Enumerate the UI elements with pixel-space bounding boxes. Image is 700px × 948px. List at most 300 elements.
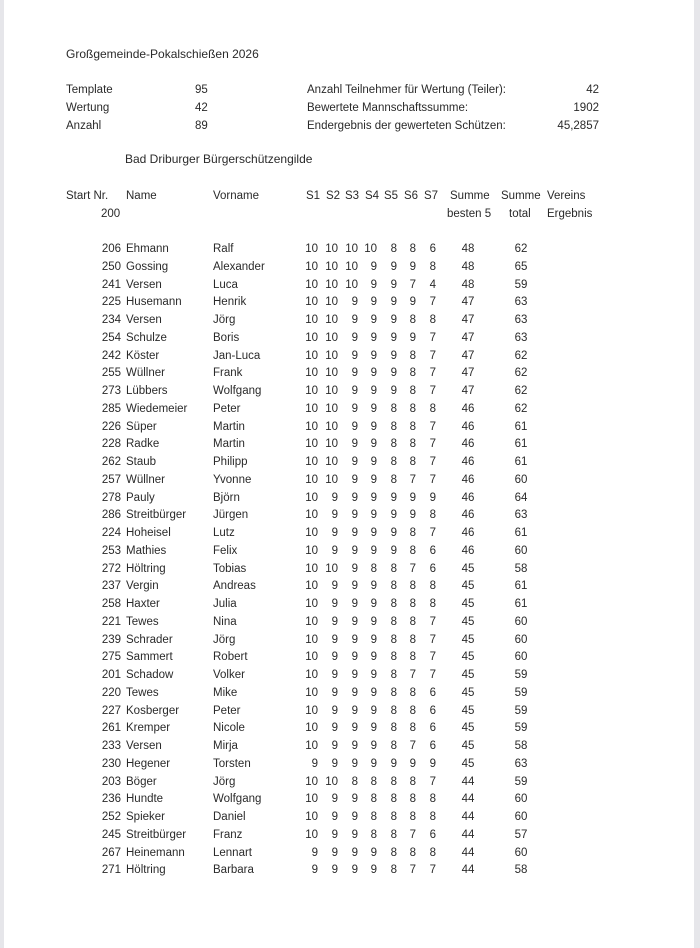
cell-s2: 9 xyxy=(331,527,338,539)
cell-s2: 10 xyxy=(325,385,338,397)
cell-s4: 9 xyxy=(370,740,377,752)
cell-name: Wüllner xyxy=(126,473,165,486)
cell-vorname: Jörg xyxy=(213,314,236,326)
cell-name: Kosberger xyxy=(126,704,180,717)
cell-s4: 9 xyxy=(370,598,377,610)
cell-summe-besten-5: 45 xyxy=(461,757,475,770)
cell-start-nr: 234 xyxy=(101,314,121,326)
club-name: Bad Driburger Bürgerschützengilde xyxy=(125,152,313,166)
cell-s6: 8 xyxy=(409,349,416,362)
cell-s5: 8 xyxy=(390,793,397,806)
cell-start-nr: 285 xyxy=(101,402,121,415)
cell-summe-total: 57 xyxy=(514,828,528,841)
cell-s6: 8 xyxy=(409,527,416,539)
table-row xyxy=(0,791,700,809)
cell-s3: 9 xyxy=(351,651,358,664)
cell-s6: 8 xyxy=(409,243,416,255)
cell-vorname: Franz xyxy=(213,828,243,841)
cell-name: Haxter xyxy=(126,598,160,610)
cell-s1: 10 xyxy=(305,793,318,806)
cell-s1: 10 xyxy=(305,473,318,486)
cell-s6: 8 xyxy=(409,775,416,788)
cell-s7: 6 xyxy=(429,704,436,717)
cell-vorname: Jörg xyxy=(213,633,236,646)
cell-summe-total: 64 xyxy=(514,491,528,504)
table-row xyxy=(0,543,700,561)
cell-s3: 9 xyxy=(351,740,358,752)
cell-s1: 10 xyxy=(305,420,318,433)
table-row xyxy=(0,685,700,703)
cell-s5: 9 xyxy=(390,296,397,309)
cell-vorname: Volker xyxy=(213,669,245,681)
cell-start-nr: 261 xyxy=(101,722,121,735)
cell-vorname: Mirja xyxy=(213,740,238,752)
cell-s1: 10 xyxy=(305,580,318,593)
cell-summe-total: 62 xyxy=(514,385,528,397)
cell-s5: 8 xyxy=(390,686,397,699)
cell-start-nr: 273 xyxy=(101,385,121,397)
cell-s3: 8 xyxy=(351,775,358,788)
cell-s7: 6 xyxy=(429,243,436,255)
table-row xyxy=(0,507,700,525)
cell-start-nr: 241 xyxy=(101,278,121,291)
cell-s7: 9 xyxy=(429,757,436,770)
cell-s3: 9 xyxy=(351,722,358,735)
cell-s5: 8 xyxy=(390,402,397,415)
header-s1: S1 xyxy=(306,190,321,202)
cell-s2: 9 xyxy=(331,704,338,717)
cell-s6: 8 xyxy=(409,402,416,415)
cell-summe-total: 59 xyxy=(514,722,528,735)
cell-start-nr: 239 xyxy=(101,633,121,646)
cell-summe-besten-5: 46 xyxy=(461,438,475,451)
cell-summe-besten-5: 48 xyxy=(461,278,475,291)
cell-summe-total: 59 xyxy=(514,775,528,788)
cell-s3: 9 xyxy=(351,473,358,486)
cell-vorname: Björn xyxy=(213,491,240,504)
cell-vorname: Daniel xyxy=(213,811,246,823)
cell-start-nr: 228 xyxy=(101,438,121,451)
header-start: Start Nr. xyxy=(66,190,109,202)
cell-summe-besten-5: 47 xyxy=(461,349,475,362)
table-row xyxy=(0,720,700,738)
cell-s6: 8 xyxy=(409,811,416,823)
cell-s3: 9 xyxy=(351,456,358,468)
cell-s5: 8 xyxy=(390,740,397,752)
cell-start-nr: 225 xyxy=(101,296,121,309)
cell-s7: 7 xyxy=(429,615,436,628)
cell-s7: 7 xyxy=(429,527,436,539)
cell-summe-total: 60 xyxy=(514,651,528,664)
cell-summe-total: 60 xyxy=(514,633,528,646)
cell-name: Schulze xyxy=(126,331,167,344)
table-row xyxy=(0,809,700,827)
cell-s2: 10 xyxy=(325,775,338,788)
cell-s1: 10 xyxy=(305,278,318,291)
cell-s6: 8 xyxy=(409,846,416,859)
cell-s6: 8 xyxy=(409,456,416,468)
cell-vorname: Mike xyxy=(213,686,238,699)
cell-s7: 8 xyxy=(429,509,436,522)
cell-s2: 10 xyxy=(325,562,338,575)
table-row xyxy=(0,277,700,295)
cell-name: Böger xyxy=(126,775,157,788)
table-row xyxy=(0,703,700,721)
header-name: Name xyxy=(126,190,157,202)
cell-s7: 6 xyxy=(429,740,436,752)
meta-wertung-label: Wertung xyxy=(66,102,110,114)
cell-s4: 9 xyxy=(370,438,377,451)
meta-anzahl-label: Anzahl xyxy=(66,120,102,132)
cell-s3: 9 xyxy=(351,846,358,859)
cell-s1: 10 xyxy=(305,296,318,309)
cell-s5: 9 xyxy=(390,278,397,291)
cell-summe-total: 59 xyxy=(514,704,528,717)
cell-s7: 8 xyxy=(429,793,436,806)
cell-start-nr: 252 xyxy=(101,811,121,823)
cell-s2: 10 xyxy=(325,243,338,255)
cell-start-nr: 221 xyxy=(101,615,121,628)
cell-s5: 8 xyxy=(390,811,397,823)
cell-s4: 9 xyxy=(370,260,377,273)
cell-summe-total: 63 xyxy=(514,331,528,344)
cell-s2: 10 xyxy=(325,314,338,326)
cell-s7: 8 xyxy=(429,846,436,859)
cell-start-nr: 224 xyxy=(101,527,121,539)
cell-summe-besten-5: 46 xyxy=(461,544,475,557)
cell-name: Höltring xyxy=(126,864,166,877)
cell-name: Radke xyxy=(126,438,160,451)
cell-s3: 9 xyxy=(351,562,358,575)
cell-s3: 9 xyxy=(351,296,358,309)
cell-s5: 9 xyxy=(390,314,397,326)
cell-s5: 8 xyxy=(390,828,397,841)
cell-vorname: Yvonne xyxy=(213,473,252,486)
cell-summe-total: 58 xyxy=(514,562,528,575)
cell-s4: 8 xyxy=(370,793,377,806)
cell-summe-besten-5: 45 xyxy=(461,633,475,646)
cell-start-nr: 230 xyxy=(101,757,121,770)
table-row xyxy=(0,490,700,508)
cell-summe-total: 63 xyxy=(514,509,528,522)
table-row xyxy=(0,614,700,632)
cell-summe-besten-5: 44 xyxy=(461,828,475,841)
cell-s4: 9 xyxy=(370,402,377,415)
cell-s2: 9 xyxy=(331,828,338,841)
cell-summe-besten-5: 45 xyxy=(461,686,475,699)
cell-s7: 8 xyxy=(429,598,436,610)
cell-name: Mathies xyxy=(126,544,167,557)
cell-s7: 7 xyxy=(429,651,436,664)
cell-summe-besten-5: 46 xyxy=(461,456,475,468)
cell-s4: 9 xyxy=(370,615,377,628)
cell-s2: 10 xyxy=(325,402,338,415)
cell-s6: 8 xyxy=(409,686,416,699)
cell-s3: 9 xyxy=(351,686,358,699)
cell-start-nr: 257 xyxy=(101,473,121,486)
table-row xyxy=(0,862,700,880)
meta-wertung-value: 42 xyxy=(195,102,208,114)
cell-s6: 7 xyxy=(409,864,416,877)
table-row xyxy=(0,632,700,650)
cell-summe-total: 62 xyxy=(514,243,528,255)
cell-s1: 10 xyxy=(305,260,318,273)
cell-summe-besten-5: 44 xyxy=(461,775,475,788)
cell-summe-besten-5: 45 xyxy=(461,740,475,752)
cell-s6: 9 xyxy=(409,331,416,344)
cell-vorname: Lennart xyxy=(213,846,253,859)
table-row xyxy=(0,419,700,437)
cell-s7: 7 xyxy=(429,331,436,344)
cell-summe-total: 61 xyxy=(514,438,528,451)
cell-s7: 6 xyxy=(429,828,436,841)
cell-summe-besten-5: 46 xyxy=(461,473,475,486)
cell-summe-total: 60 xyxy=(514,615,528,628)
cell-name: Vergin xyxy=(126,580,159,593)
cell-s6: 8 xyxy=(409,598,416,610)
cell-s3: 9 xyxy=(351,811,358,823)
table-row xyxy=(0,561,700,579)
cell-s5: 8 xyxy=(390,669,397,681)
cell-s1: 10 xyxy=(305,651,318,664)
cell-name: Schadow xyxy=(126,669,174,681)
cell-vorname: Ralf xyxy=(213,243,234,255)
cell-s6: 7 xyxy=(409,669,416,681)
cell-s2: 9 xyxy=(331,633,338,646)
cell-s3: 9 xyxy=(351,331,358,344)
cell-vorname: Martin xyxy=(213,438,245,451)
meta-endergebnis-value: 45,2857 xyxy=(557,120,599,132)
meta-teiler-label: Anzahl Teilnehmer für Wertung (Teiler): xyxy=(307,84,506,96)
header-vorname: Vorname xyxy=(213,190,260,202)
cell-start-nr: 233 xyxy=(101,740,121,752)
cell-s6: 8 xyxy=(409,722,416,735)
cell-name: Lübbers xyxy=(126,385,168,397)
cell-s4: 9 xyxy=(370,314,377,326)
cell-summe-besten-5: 45 xyxy=(461,722,475,735)
cell-s6: 8 xyxy=(409,544,416,557)
cell-summe-total: 61 xyxy=(514,420,528,433)
header-vereins-line2: Ergebnis xyxy=(547,208,593,220)
cell-name: Hundte xyxy=(126,793,164,806)
cell-summe-total: 58 xyxy=(514,864,528,877)
cell-s7: 6 xyxy=(429,562,436,575)
cell-s7: 8 xyxy=(429,811,436,823)
cell-summe-besten-5: 46 xyxy=(461,402,475,415)
cell-vorname: Philipp xyxy=(213,456,248,468)
cell-s2: 9 xyxy=(331,793,338,806)
cell-s1: 10 xyxy=(305,598,318,610)
cell-summe-total: 60 xyxy=(514,544,528,557)
table-row xyxy=(0,454,700,472)
cell-summe-besten-5: 45 xyxy=(461,598,475,610)
cell-s7: 7 xyxy=(429,385,436,397)
cell-summe-total: 60 xyxy=(514,473,528,486)
cell-start-nr: 272 xyxy=(101,562,121,575)
cell-s2: 9 xyxy=(331,615,338,628)
cell-s7: 9 xyxy=(429,491,436,504)
table-row xyxy=(0,472,700,490)
cell-s4: 9 xyxy=(370,296,377,309)
header-s5: S5 xyxy=(384,190,399,202)
cell-s2: 10 xyxy=(325,296,338,309)
cell-vorname: Frank xyxy=(213,367,243,380)
cell-s7: 7 xyxy=(429,296,436,309)
table-row xyxy=(0,578,700,596)
meta-mannschaftssumme-label: Bewertete Mannschaftssumme: xyxy=(307,102,469,114)
table-row xyxy=(0,827,700,845)
cell-s1: 10 xyxy=(305,740,318,752)
meta-endergebnis-label: Endergebnis der gewerteten Schützen: xyxy=(307,120,506,132)
cell-summe-besten-5: 48 xyxy=(461,260,475,273)
cell-name: Süper xyxy=(126,420,157,433)
cell-start-nr: 226 xyxy=(101,420,121,433)
cell-s2: 10 xyxy=(325,420,338,433)
cell-s1: 10 xyxy=(305,314,318,326)
cell-s6: 8 xyxy=(409,438,416,451)
cell-s1: 10 xyxy=(305,686,318,699)
cell-s3: 9 xyxy=(351,509,358,522)
cell-s4: 9 xyxy=(370,651,377,664)
cell-s5: 8 xyxy=(390,651,397,664)
cell-s5: 8 xyxy=(390,473,397,486)
cell-s5: 9 xyxy=(390,331,397,344)
cell-s1: 10 xyxy=(305,811,318,823)
header-total-line2: total xyxy=(509,208,531,220)
cell-s1: 10 xyxy=(305,828,318,841)
cell-name: Ehmann xyxy=(126,243,169,255)
cell-s1: 10 xyxy=(305,615,318,628)
cell-summe-total: 60 xyxy=(514,793,528,806)
cell-s4: 9 xyxy=(370,349,377,362)
cell-s3: 9 xyxy=(351,598,358,610)
cell-vorname: Nina xyxy=(213,615,237,628)
cell-vorname: Boris xyxy=(213,331,240,344)
table-row xyxy=(0,365,700,383)
cell-summe-besten-5: 44 xyxy=(461,846,475,859)
cell-summe-besten-5: 46 xyxy=(461,527,475,539)
header-s6: S6 xyxy=(404,190,419,202)
cell-vorname: Nicole xyxy=(213,722,245,735)
cell-start-nr: 245 xyxy=(101,828,121,841)
cell-s3: 9 xyxy=(351,349,358,362)
cell-s6: 8 xyxy=(409,367,416,380)
cell-s2: 9 xyxy=(331,722,338,735)
cell-s1: 10 xyxy=(305,367,318,380)
cell-s4: 9 xyxy=(370,420,377,433)
header-start-sub: 200 xyxy=(101,208,121,220)
cell-s7: 6 xyxy=(429,686,436,699)
cell-s3: 9 xyxy=(351,793,358,806)
cell-s6: 7 xyxy=(409,278,416,291)
cell-s2: 9 xyxy=(331,846,338,859)
cell-name: Gossing xyxy=(126,260,169,273)
cell-s5: 9 xyxy=(390,527,397,539)
cell-summe-total: 61 xyxy=(514,598,528,610)
document-title: Großgemeinde-Pokalschießen 2026 xyxy=(66,47,259,61)
cell-summe-besten-5: 48 xyxy=(461,243,475,255)
cell-s3: 9 xyxy=(351,828,358,841)
cell-s1: 10 xyxy=(305,491,318,504)
cell-s1: 10 xyxy=(305,544,318,557)
meta-anzahl-value: 89 xyxy=(195,120,208,132)
cell-s7: 7 xyxy=(429,864,436,877)
cell-summe-besten-5: 47 xyxy=(461,296,475,309)
cell-s7: 7 xyxy=(429,669,436,681)
cell-name: Tewes xyxy=(126,686,159,699)
cell-s5: 8 xyxy=(390,562,397,575)
header-best5-line1: Summe xyxy=(450,190,490,202)
cell-s1: 10 xyxy=(305,527,318,539)
cell-start-nr: 236 xyxy=(101,793,121,806)
cell-vorname: Tobias xyxy=(213,562,247,575)
cell-summe-total: 62 xyxy=(514,349,528,362)
cell-s2: 10 xyxy=(325,331,338,344)
cell-s5: 8 xyxy=(390,456,397,468)
cell-s2: 9 xyxy=(331,651,338,664)
table-row xyxy=(0,241,700,259)
cell-s2: 9 xyxy=(331,598,338,610)
table-row xyxy=(0,383,700,401)
cell-start-nr: 201 xyxy=(101,669,121,681)
cell-s2: 9 xyxy=(331,864,338,877)
cell-s2: 10 xyxy=(325,438,338,451)
cell-s2: 9 xyxy=(331,509,338,522)
cell-s3: 10 xyxy=(345,260,358,273)
cell-s4: 9 xyxy=(370,864,377,877)
cell-name: Wüllner xyxy=(126,367,165,380)
cell-vorname: Wolfgang xyxy=(213,793,262,806)
cell-s6: 7 xyxy=(409,740,416,752)
cell-s2: 9 xyxy=(331,757,338,770)
cell-s4: 9 xyxy=(370,757,377,770)
meta-teiler-value: 42 xyxy=(586,84,599,96)
table-row xyxy=(0,774,700,792)
cell-s6: 9 xyxy=(409,509,416,522)
cell-s1: 9 xyxy=(311,864,318,877)
cell-vorname: Lutz xyxy=(213,527,235,539)
cell-s6: 8 xyxy=(409,580,416,593)
cell-start-nr: 220 xyxy=(101,686,121,699)
cell-s5: 8 xyxy=(390,704,397,717)
cell-name: Husemann xyxy=(126,296,182,309)
cell-vorname: Barbara xyxy=(213,864,254,877)
table-row xyxy=(0,596,700,614)
cell-start-nr: 286 xyxy=(101,509,121,522)
cell-s3: 9 xyxy=(351,527,358,539)
cell-name: Spieker xyxy=(126,811,165,823)
cell-s2: 10 xyxy=(325,456,338,468)
cell-s2: 9 xyxy=(331,580,338,593)
cell-s2: 9 xyxy=(331,544,338,557)
cell-s7: 7 xyxy=(429,775,436,788)
cell-start-nr: 203 xyxy=(101,775,121,788)
cell-s1: 10 xyxy=(305,438,318,451)
cell-summe-total: 58 xyxy=(514,740,528,752)
cell-s4: 9 xyxy=(370,509,377,522)
header-s4: S4 xyxy=(365,190,380,202)
table-row xyxy=(0,294,700,312)
cell-start-nr: 267 xyxy=(101,846,121,859)
cell-start-nr: 275 xyxy=(101,651,121,664)
cell-s5: 8 xyxy=(390,438,397,451)
cell-s5: 9 xyxy=(390,544,397,557)
cell-s7: 7 xyxy=(429,367,436,380)
cell-s3: 9 xyxy=(351,757,358,770)
cell-s5: 9 xyxy=(390,509,397,522)
table-row xyxy=(0,845,700,863)
results-table-body xyxy=(0,241,700,880)
